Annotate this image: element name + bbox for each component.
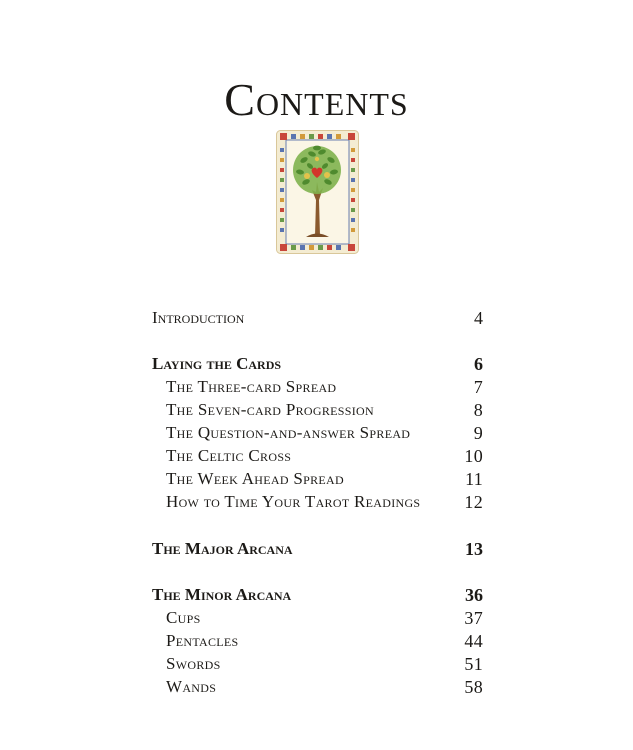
toc-section-label: The Major Arcana [152, 539, 293, 558]
toc-entry-week-ahead-spread[interactable] [166, 468, 483, 490]
toc-entry-page: 12 [464, 492, 483, 512]
page-title: Contents [224, 74, 409, 125]
toc-entry-label: Wands [166, 677, 217, 696]
toc-entry-pentacles[interactable] [166, 630, 483, 652]
toc-entry-page: 10 [464, 446, 483, 466]
toc-section-page: 6 [474, 354, 483, 374]
toc-section-major-arcana[interactable] [152, 538, 483, 560]
toc-section-page: 13 [465, 539, 483, 559]
toc-entry-label: The Three-card Spread [166, 377, 337, 396]
toc-entry-time-your-readings[interactable] [166, 491, 483, 513]
toc-section-page: 36 [465, 585, 483, 605]
toc-entry-page: 51 [464, 654, 483, 674]
toc-entry-seven-card-progression[interactable] [166, 399, 483, 421]
toc-entry-page: 9 [473, 423, 483, 443]
toc-entry-wands[interactable] [166, 676, 483, 698]
toc-entry-celtic-cross[interactable] [166, 445, 483, 467]
tree-of-life-icon [276, 130, 359, 254]
toc-entry-label: The Seven-card Progression [166, 400, 374, 419]
toc-entry-page: 4 [474, 308, 483, 328]
toc-entry-question-and-answer-spread[interactable] [166, 422, 483, 444]
toc-entry-page: 8 [473, 400, 483, 420]
toc-entry-label: How to Time Your Tarot Readings [166, 492, 421, 511]
toc-section-label: The Minor Arcana [152, 585, 292, 604]
toc-entry-label: Swords [166, 654, 221, 673]
toc-entry-introduction[interactable] [152, 307, 483, 329]
toc-entry-cups[interactable] [166, 607, 483, 629]
toc-entry-page: 7 [473, 377, 483, 397]
tarot-card-illustration [276, 130, 359, 254]
toc-entry-label: Cups [166, 608, 201, 627]
toc-entry-page: 44 [464, 631, 483, 651]
toc-entry-swords[interactable] [166, 653, 483, 675]
toc-entry-label: The Question-and-answer Spread [166, 423, 411, 442]
toc-entry-label: The Celtic Cross [166, 446, 292, 465]
toc-entry-three-card-spread[interactable] [166, 376, 483, 398]
toc-section-minor-arcana[interactable] [152, 584, 483, 606]
toc-entry-page: 37 [464, 608, 483, 628]
toc-entry-label: The Week Ahead Spread [166, 469, 344, 488]
toc-section-label: Laying the Cards [152, 354, 282, 373]
toc-entry-label: Pentacles [166, 631, 239, 650]
toc-section-laying-the-cards[interactable] [152, 353, 483, 375]
toc-entry-label: Introduction [152, 308, 245, 327]
toc-entry-page: 11 [465, 469, 483, 489]
toc-entry-page: 58 [464, 677, 483, 697]
